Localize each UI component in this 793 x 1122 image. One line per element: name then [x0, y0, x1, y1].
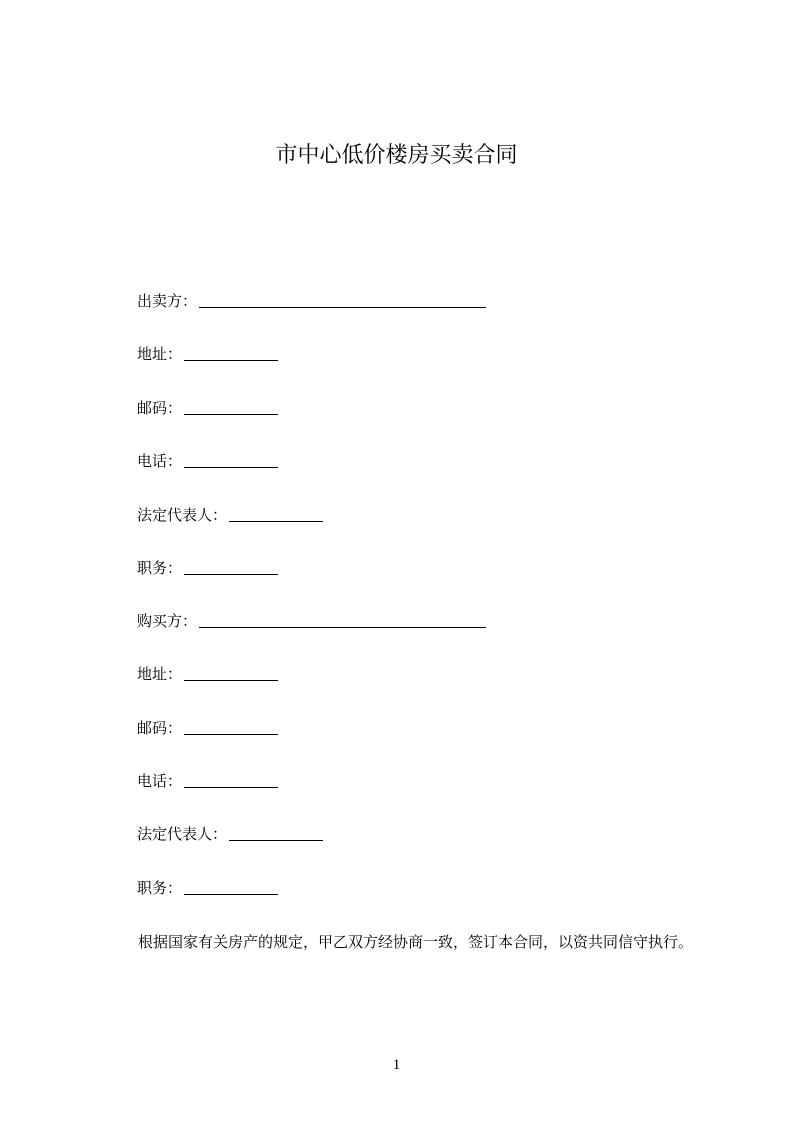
page-number: 1	[392, 1057, 401, 1073]
seller-address-blank[interactable]	[184, 343, 278, 361]
seller-address-field	[137, 343, 278, 365]
seller-representative-blank[interactable]	[229, 504, 323, 522]
buyer-postcode-label: 邮码：	[137, 719, 183, 737]
buyer-address-blank[interactable]	[184, 663, 278, 681]
seller-phone-field	[137, 450, 278, 472]
buyer-position-blank[interactable]	[184, 877, 278, 895]
seller-position-field	[137, 557, 278, 579]
seller-phone-blank[interactable]	[184, 450, 278, 468]
seller-party-field	[137, 290, 486, 312]
seller-phone-label: 电话：	[137, 452, 183, 470]
buyer-party-blank[interactable]	[199, 610, 486, 628]
buyer-postcode-field	[137, 717, 278, 739]
seller-party-label: 出卖方：	[137, 292, 198, 310]
seller-representative-field	[137, 504, 323, 526]
buyer-phone-blank[interactable]	[184, 770, 278, 788]
buyer-party-field	[137, 610, 486, 632]
buyer-representative-field	[137, 823, 323, 845]
buyer-phone-field	[137, 770, 278, 792]
seller-party-blank[interactable]	[199, 290, 486, 308]
intro-paragraph: 根据国家有关房产的规定，甲乙双方经协商一致，签订本合同，以资共同信守执行。	[138, 933, 694, 951]
buyer-phone-label: 电话：	[137, 772, 183, 790]
buyer-address-field	[137, 663, 278, 685]
seller-postcode-label: 邮码：	[137, 399, 183, 417]
document-title: 市中心低价楼房买卖合同	[275, 143, 518, 168]
buyer-address-label: 地址：	[137, 665, 183, 683]
seller-position-label: 职务：	[137, 559, 183, 577]
seller-representative-label: 法定代表人：	[137, 506, 228, 524]
buyer-position-field	[137, 877, 278, 899]
seller-postcode-field	[137, 397, 278, 419]
buyer-postcode-blank[interactable]	[184, 717, 278, 735]
buyer-position-label: 职务：	[137, 879, 183, 897]
buyer-party-label: 购买方：	[137, 612, 198, 630]
seller-postcode-blank[interactable]	[184, 397, 278, 415]
buyer-representative-label: 法定代表人：	[137, 825, 228, 843]
buyer-representative-blank[interactable]	[229, 823, 323, 841]
seller-address-label: 地址：	[137, 345, 183, 363]
seller-position-blank[interactable]	[184, 557, 278, 575]
